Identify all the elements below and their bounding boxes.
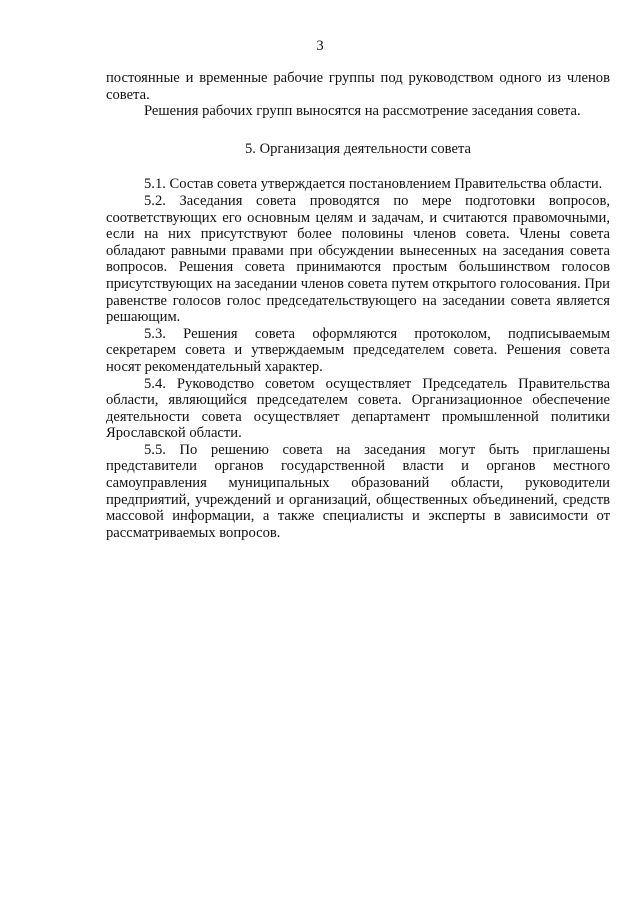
page-number: 3 bbox=[316, 38, 324, 54]
paragraph-working-groups-decisions: Решения рабочих групп выносятся на рассмотрение заседания совета. bbox=[144, 103, 581, 120]
paragraph-5-2: 5.2. Заседания совета проводятся по мере подготовки вопросов, соответствующих его основным целям и задачам, и считаются правомочными, если на них присутствуют более половины членов совета. Члены совета обладают равными правами при обсуждении вынесенных на заседания совета вопросов. Решения совета принимаются простым большинством голосов присутствующих на заседании членов совета путем открытого голосования. При равенстве голосов голос председательствующего на заседании совета является решающим. bbox=[106, 192, 610, 326]
paragraph-continued: постоянные и временные рабочие группы под руководством одного из членов совета. bbox=[106, 70, 610, 103]
paragraph-5-4: 5.4. Руководство советом осуществляет Председатель Правительства области, являющийся председателем совета. Организационное обеспечение деятельности совета осуществляет департамент промышленной политики Ярославской области. bbox=[106, 375, 610, 442]
paragraph-5-5: 5.5. По решению совета на заседания могут быть приглашены представители органов государственной власти и органов местного самоуправления муниципальных образований области, руководители предприятий, учреждений и организаций, общественных объединений, средств массовой информации, а также специалисты и эксперты в зависимости от рассматриваемых вопросов. bbox=[106, 441, 610, 541]
section-heading: 5. Организация деятельности совета bbox=[244, 140, 472, 157]
document-body bbox=[106, 70, 610, 541]
paragraph-5-3: 5.3. Решения совета оформляются протоколом, подписываемым секретарем совета и утверждаемым председателем совета. Решения совета носят рекомендательный характер. bbox=[106, 325, 610, 375]
paragraph-5-1: 5.1. Состав совета утверждается постановлением Правительства области. bbox=[144, 176, 603, 193]
